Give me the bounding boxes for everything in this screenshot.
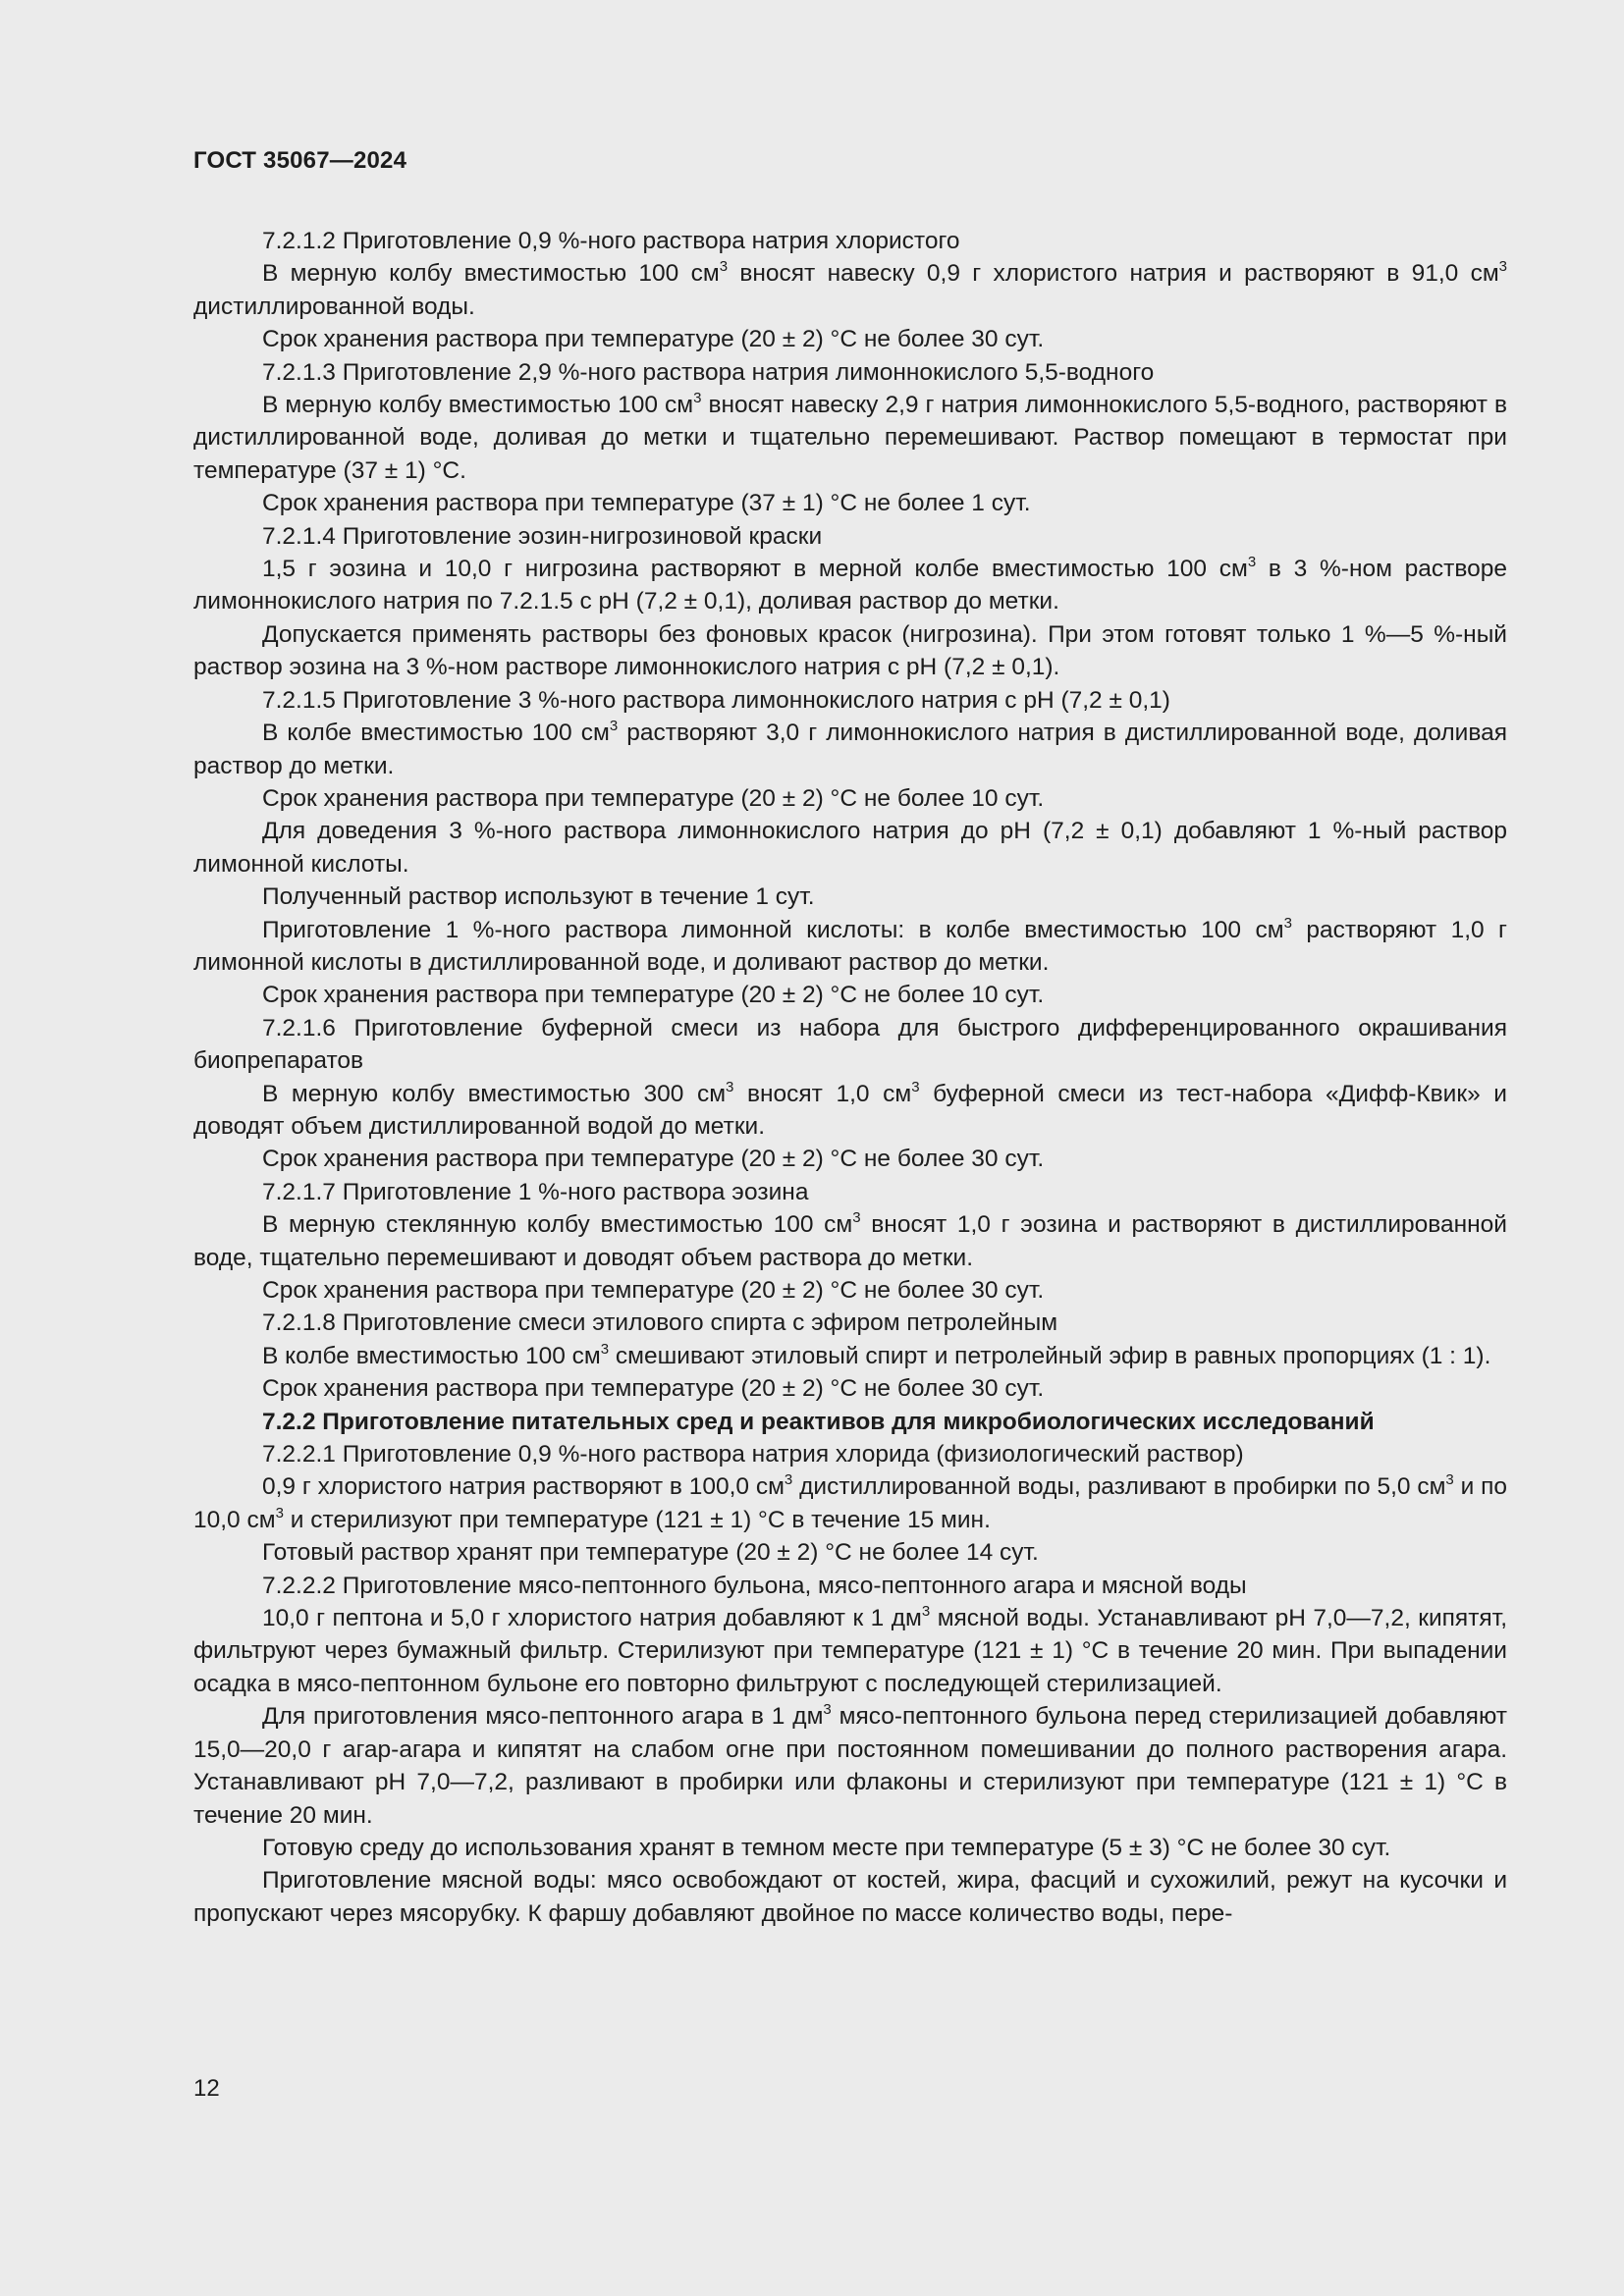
document-header: ГОСТ 35067—2024 (193, 147, 407, 174)
paragraph: В колбе вместимостью 100 $см^3$ растворяют 3,0 г лимоннокислого натрия в дистиллированной воде, доливая раствор до метки. (193, 718, 1508, 779)
paragraph: Готовый раствор хранят при температуре (20 ± 2) °С не более 14 сут. (262, 1539, 1039, 1567)
paragraph: Для приготовления мясо-пептонного агара в 1 $дм^3$ мясо-пептонного бульона перед стерилизацией добавляют 15,0—20,0 г агар-агара и кипятят на слабом огне при постоянном помешивании до полного растворения агара. Устанавливают рН 7,0—7,2, разливают в пробирки или флаконы и стерилизуют при температуре (121 ± 1) °С в течение 20 мин. (193, 1701, 1507, 1829)
paragraph: Приготовление 1 %-ного раствора лимонной кислоты: в колбе вместимостью 100 $см^3$ растворяют 1,0 г лимонной кислоты в дистиллированной воде, и доливают раствор до метки. (193, 914, 1507, 976)
paragraph: 0,9 г хлористого натрия растворяют в 100,0 $см^3$ дистиллированной воды, разливают в пробирки по 5,0 $см^3$ и по 10,0 $см^3$ и стерилизуют при температуре (121 ± 1) °С в течение 15 мин. (193, 1471, 1507, 1533)
paragraph: 7.2.2.1 Приготовление 0,9 %-ного раствора натрия хлорида (физиологический раствор) (262, 1441, 1244, 1468)
paragraph: В колбе вместимостью 100 $см^3$ смешивают этиловый спирт и петролейный эфир в равных пропорциях (1 : 1). (262, 1340, 1491, 1369)
paragraph: Готовую среду до использования хранят в темном месте при температуре (5 ± 3) °С не более 30 сут. (262, 1834, 1391, 1861)
paragraph: Срок хранения раствора при температуре (37 ± 1) °С не более 1 сут. (262, 490, 1031, 517)
paragraph: В мерную колбу вместимостью 100 $см^3$ вносят навеску 2,9 г натрия лимоннокислого 5,5-водного, растворяют в дистиллированной воде, доливая до метки и тщательно перемешивают. Раствор помещают в термостат при температуре (37 ± 1) °С. (193, 390, 1507, 484)
paragraph: 7.2.1.8 Приготовление смеси этилового спирта с эфиром петролейным (262, 1309, 1058, 1337)
paragraph: Срок хранения раствора при температуре (20 ± 2) °С не более 30 сут. (262, 326, 1045, 353)
paragraph: 1,5 г эозина и 10,0 г нигрозина растворяют в мерной колбе вместимостью 100 $см^3$ в 3 %-ном растворе лимоннокислого натрия по 7.2.1.5 с рН (7,2 ± 0,1), доливая раствор до метки. (193, 554, 1507, 615)
paragraph: 7.2.1.2 Приготовление 0,9 %-ного раствора натрия хлористого (262, 228, 960, 254)
paragraph: Срок хранения раствора при температуре (20 ± 2) °С не более 10 сут. (262, 982, 1045, 1009)
paragraph: Срок хранения раствора при температуре (20 ± 2) °С не более 30 сут. (262, 1375, 1045, 1403)
document-body (193, 225, 1507, 1930)
paragraph: 7.2.1.6 Приготовление буферной смеси из набора для быстрого дифференцированного окрашивания биопрепаратов (193, 1014, 1507, 1075)
paragraph: В мерную колбу вместимостью 300 $см^3$ вносят 1,0 $см^3$ буферной смеси из тест-набора «Дифф-Квик» и доводят объем дистиллированной водой до метки. (193, 1078, 1507, 1140)
paragraph: Допускается применять растворы без фоновых красок (нигрозина). При этом готовят только 1 %—5 %-ный раствор эозина на 3 %-ном растворе лимоннокислого натрия с рН (7,2 ± 0,1). (193, 620, 1507, 681)
paragraph: 7.2.2.2 Приготовление мясо-пептонного бульона, мясо-пептонного агара и мясной воды (262, 1572, 1247, 1599)
paragraph: 7.2.1.5 Приготовление 3 %-ного раствора лимоннокислого натрия с рН (7,2 ± 0,1) (262, 686, 1170, 714)
paragraph: В мерную стеклянную колбу вместимостью 100 $см^3$ вносят 1,0 г эозина и растворяют в дистиллированной воде, тщательно перемешивают и доводят объем раствора до метки. (193, 1209, 1507, 1271)
paragraph: Для доведения 3 %-ного раствора лимоннокислого натрия до рН (7,2 ± 0,1) добавляют 1 %-ный раствор лимонной кислоты. (193, 818, 1507, 878)
paragraph: 7.2.1.4 Приготовление эозин-нигрозиновой краски (262, 522, 823, 550)
paragraph: Полученный раствор используют в течение 1 сут. (262, 883, 815, 911)
paragraph: 7.2.1.3 Приготовление 2,9 %-ного раствора натрия лимоннокислого 5,5-водного (262, 358, 1155, 386)
paragraph: Приготовление мясной воды: мясо освобождают от костей, жира, фасций и сухожилий, режут на кусочки и пропускают через мясорубку. К фаршу добавляют двойное по массе количество воды, пере- (193, 1867, 1507, 1927)
paragraph: Срок хранения раствора при температуре (20 ± 2) °С не более 10 сут. (262, 784, 1045, 812)
paragraph: В мерную колбу вместимостью 100 $см^3$ вносят навеску 0,9 г хлористого натрия и растворяют в 91,0 $см^3$ дистиллированной воды. (193, 258, 1508, 320)
paragraph: Срок хранения раствора при температуре (20 ± 2) °С не более 30 сут. (262, 1146, 1045, 1173)
paragraph: 10,0 г пептона и 5,0 г хлористого натрия добавляют к 1 $дм^3$ мясной воды. Устанавливают рН 7,0—7,2, кипятят, фильтруют через бумажный фильтр. Стерилизуют при температуре (121 ± 1) °С в течение 20 мин. При выпадении осадка в мясо-пептонном бульоне его повторно фильтруют с последующей стерилизацией. (193, 1603, 1507, 1697)
paragraph: 7.2.1.7 Приготовление 1 %-ного раствора эозина (262, 1178, 809, 1205)
section-heading: 7.2.2 Приготовление питательных сред и реактивов для микробиологических исследований (262, 1408, 1375, 1435)
page-number: 12 (193, 2075, 220, 2102)
paragraph: Срок хранения раствора при температуре (20 ± 2) °С не более 30 сут. (262, 1277, 1045, 1304)
